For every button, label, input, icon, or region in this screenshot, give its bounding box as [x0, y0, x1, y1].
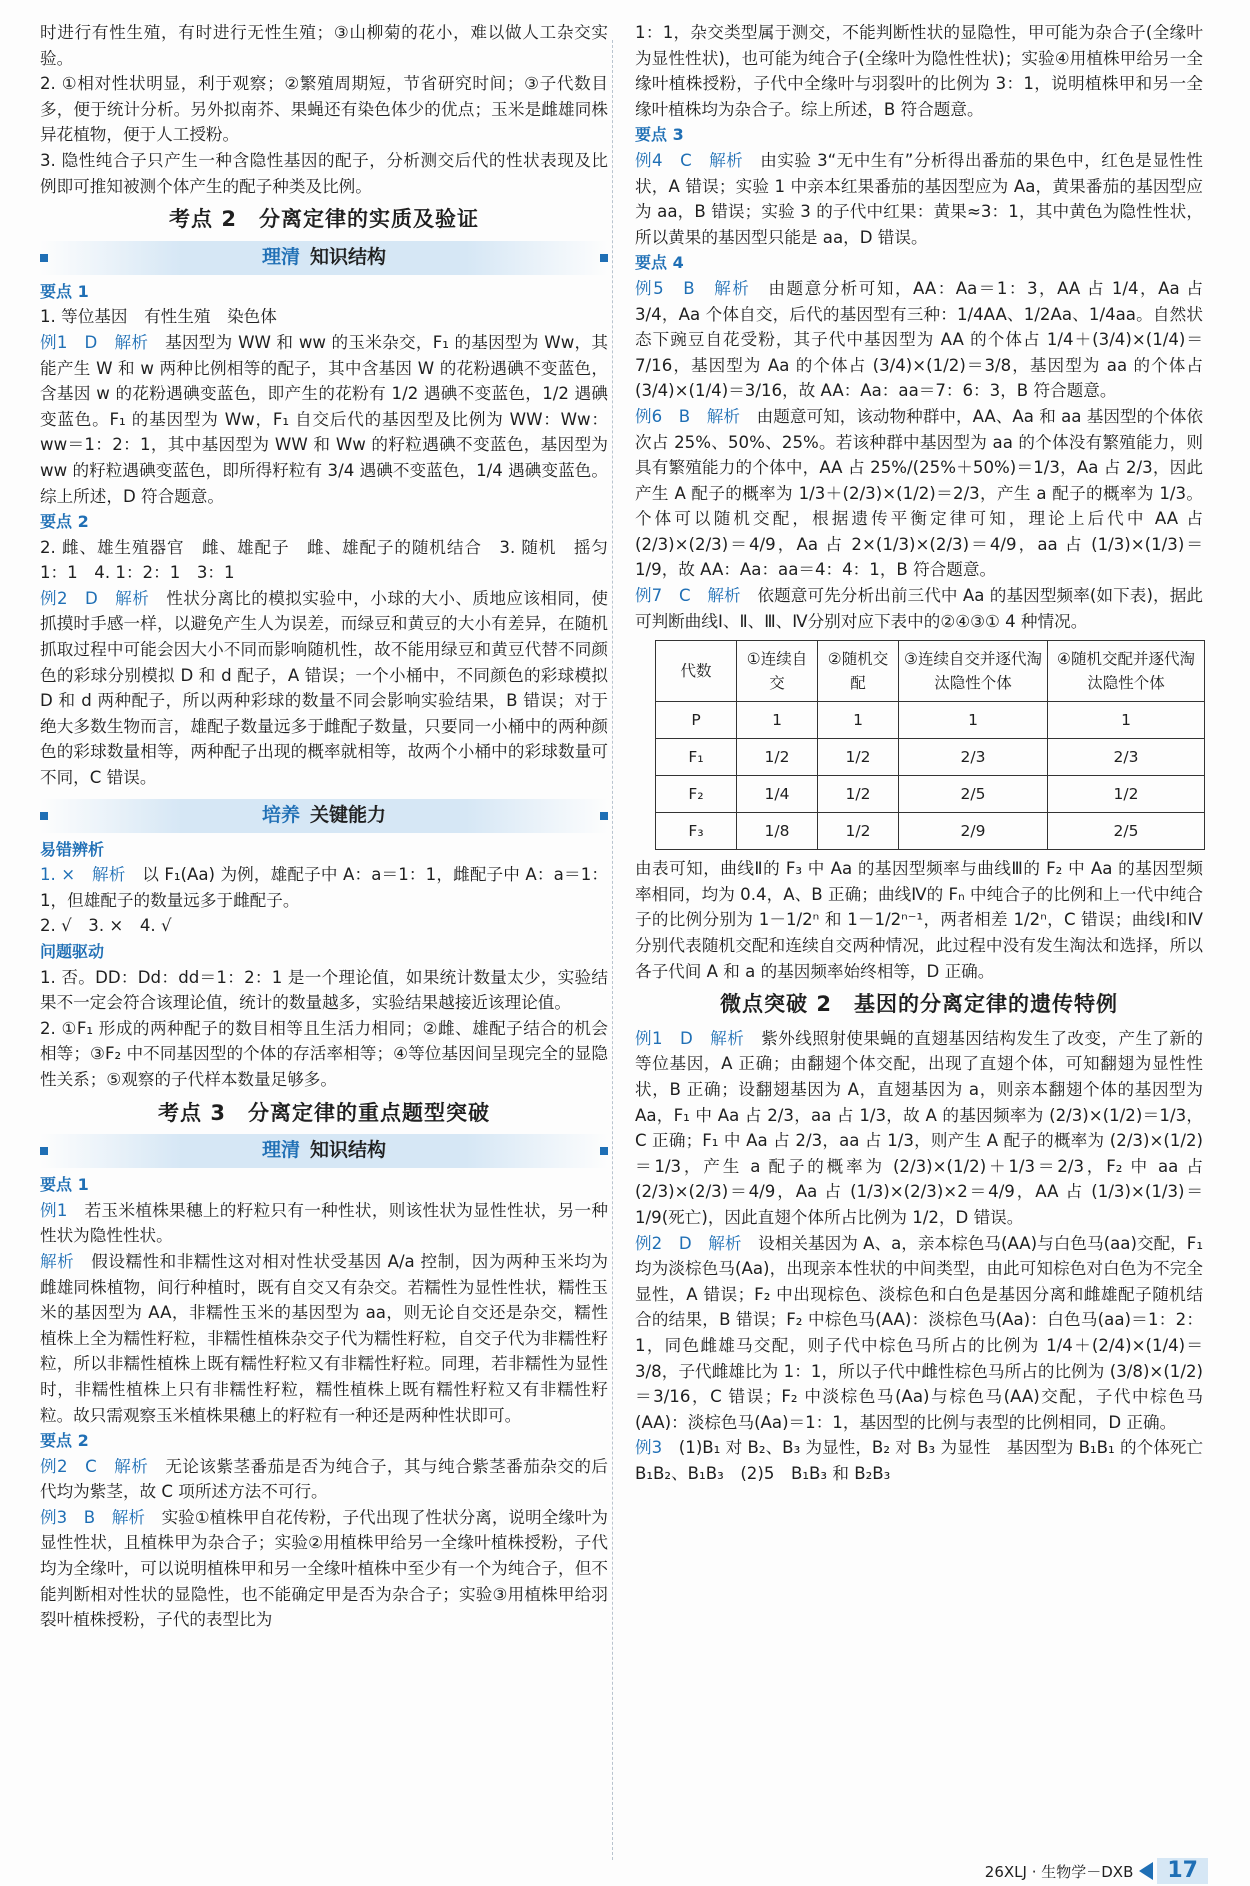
table-cell: 1 [818, 702, 899, 739]
section-title-wd2: 微点突破 2 基因的分离定律的遗传特例 [720, 992, 1118, 1017]
example-text: 实验①植株甲自花传粉，子代出现了性状分离，说明全缘叶为显性性状，且植株甲为杂合子；实验②用植株甲给另一全缘叶植株授粉，子代均为全缘叶，可以说明植株甲和另一全缘叶植株中至少有一个为纯合子，但不能判断相对性状的显隐性，也不能确定甲是否为杂合子；实验③用植株甲给羽裂叶植株授粉，子代的表型比为 [40, 1507, 609, 1630]
section-title-kd2: 考点 2 分离定律的实质及验证 [169, 207, 479, 232]
book-code: 26XLJ · 生物学－DXB [984, 1862, 1134, 1881]
question-driven-label: 问题驱动 [40, 942, 105, 961]
section-bar [40, 241, 608, 275]
paragraph: 时进行有性生殖，有时进行无性生殖；③山柳菊的花小，难以做人工杂交实验。 [40, 23, 608, 68]
example-label: 1. × 解析 [40, 865, 126, 885]
table-cell: 2/5 [1048, 813, 1205, 850]
example-paragraph [635, 1026, 1203, 1231]
right-column [635, 20, 1220, 1487]
example-text: 无论该紫茎番茄是否为纯合子，其与纯合紫茎番茄杂交的后代均为紫茎，故 C 项所述方法不可行。 [40, 1456, 608, 1502]
example-text: 基因型为 WW 和 ww 的玉米杂交，F₁ 的基因型为 Ww，其能产生 W 和 w 两种比例相等的配子，其中含基因 W 的花粉遇碘不变蓝色，含基因 w 的花粉遇碘变蓝色，即产生的花粉有 1/2 遇碘不变蓝色，1/2 遇碘变蓝色。F₁ 的基因型为 Ww，F₁ 自交后代的基因型及比例为 WW：Ww：ww＝1：2：1，其中基因型为 WW 和 Ww 的籽粒遇碘不变蓝色，基因型为 ww 的籽粒遇碘变蓝色，即所得籽粒有 3/4 遇碘不变蓝色，1/4 遇碘变蓝色。综上所述，D 符合题意。 [40, 332, 609, 506]
table-cell: 1/4 [737, 776, 818, 813]
example-text: 由题意可知，该动物种群中，AA、Aa 和 aa 基因型的个体依次占 25%、50%、25%。若该种群中基因型为 aa 的个体没有繁殖能力，则具有繁殖能力的个体中，AA 占 25%/(25%＋50%)＝1/3，Aa 占 2/3，因此产生 A 配子的概率为 1/3＋(2/3)×(1/2)＝2/3，产生 a 配子的概率为 1/3。个体可以随机交配，根据遗传平衡定律可知，理论上后代中 AA 占 (2/3)×(2/3)＝4/9，Aa 占 2×(1/3)×(2/3)＝4/9，aa 占 (1/3)×(1/3)＝1/9，故 AA：Aa：aa＝4：4：1，B 符合题意。 [635, 406, 1203, 580]
table-header-row [656, 641, 1205, 702]
paragraph: 2. 雌、雄生殖器官 雌、雄配子 雌、雄配子的随机结合 3. 随机 摇匀 1：1 4. 1：2：1 3：1 [40, 537, 625, 583]
table-header-cell: ④随机交配并逐代淘汰隐性个体 [1048, 641, 1205, 702]
example-label: 例1 D 解析 [40, 332, 149, 352]
bar-marker [40, 812, 48, 820]
table-row [656, 702, 1205, 739]
error-analysis-label: 易错辨析 [40, 839, 105, 859]
bar-marker [40, 254, 48, 262]
key-point-label: 要点 2 [40, 1431, 89, 1451]
bar-label: 关键能力 [310, 803, 387, 826]
table-header-cell: ③连续自交并逐代淘汰隐性个体 [899, 641, 1048, 702]
paragraph: 2. ①相对性状明显，利于观察；②繁殖周期短，节省研究时间；③子代数目多，便于统计分析。另外拟南芥、果蝇还有染色体少的优点；玉米是雌雄同株异花植物，便于人工授粉。 [40, 74, 608, 145]
table-header-cell: ②随机交配 [818, 641, 899, 702]
example-text: (1)B₁ 对 B₂、B₃ 为显性，B₂ 对 B₃ 为显性 基因型为 B₁B₁ 的个体死亡 B₁B₂、B₁B₃ (2)5 B₁B₃ 和 B₂B₃ [635, 1438, 1220, 1483]
key-point-label: 要点 3 [635, 125, 684, 145]
left-column [40, 20, 625, 1633]
page-footer [985, 1858, 1208, 1884]
table-row [656, 813, 1205, 850]
key-point-label: 要点 1 [40, 1175, 89, 1195]
example-label: 例3 B 解析 [40, 1507, 145, 1527]
table-cell: F₂ [656, 776, 737, 813]
table-cell: F₃ [656, 813, 737, 850]
example-text: 若玉米植株果穗上的籽粒只有一种性状，则该性状为显性性状，另一种性状为隐性性状。 [40, 1200, 609, 1246]
example-label: 例2 D 解析 [635, 1233, 742, 1253]
example-label: 例5 B 解析 [635, 278, 751, 298]
bar-label: 知识结构 [310, 1139, 387, 1162]
analysis-label: 解析 [40, 1251, 75, 1271]
example-paragraph [635, 1435, 1220, 1486]
table-cell: 2/9 [899, 813, 1048, 850]
paragraph: 1. 否。DD：Dd：dd＝1：2：1 是一个理论值，如果统计数量太少，实验结果不一定会符合该理论值，统计的数量越多，实验结果越接近该理论值。 [40, 967, 608, 1013]
genotype-frequency-table [655, 640, 1205, 850]
bar-label-blue: 培养 [261, 803, 300, 826]
example-text: 假设糯性和非糯性这对相对性状受基因 A/a 控制，因为两种玉米均为雌雄同株植物，间行种植时，既有自交又有杂交。若糯性为显性性状，糯性玉米的基因型为 AA，非糯性玉米的基因型为 aa，则无论自交还是杂交，糯性植株上全为糯性籽粒，非糯性植株杂交子代为糯性籽粒，自交子代为非糯性籽粒，所以非糯性植株上既有糯性籽粒又有非糯性籽粒。同理，若非糯性为显性时，非糯性植株上只有非糯性籽粒，糯性植株上既有糯性籽粒又有非糯性籽粒。故只需观察玉米植株果穗上的籽粒有一种还是两种性状即可。 [40, 1251, 608, 1425]
example-label: 例6 B 解析 [635, 406, 741, 426]
table-cell: 1/2 [1048, 776, 1205, 813]
example-paragraph [40, 1198, 608, 1249]
bar-label: 知识结构 [310, 245, 387, 268]
arrow-left-icon [1139, 1862, 1153, 1880]
bar-marker [40, 1147, 48, 1155]
example-label: 例3 [635, 1438, 663, 1458]
example-paragraph [40, 862, 608, 913]
bar-marker [600, 1147, 608, 1155]
example-label: 例2 C 解析 [40, 1456, 149, 1476]
example-paragraph [40, 330, 608, 509]
table-header-cell: 代数 [656, 641, 737, 702]
example-label: 例2 D 解析 [40, 588, 150, 608]
example-label: 例1 D 解析 [635, 1028, 745, 1048]
table-cell: P [656, 702, 737, 739]
table-cell: 1 [1048, 702, 1205, 739]
paragraph: 2. ①F₁ 形成的两种配子的数目相等且生活力相同；②雌、雄配子结合的机会相等；③F₂ 中不同基因型的个体的存活率相等；④等位基因间呈现完全的显隐性关系；⑤观察的子代样本数量足够多。 [40, 1018, 608, 1089]
example-text: 紫外线照射使果蝇的直翅基因结构发生了改变，产生了新的等位基因，A 正确；由翻翅个体交配，出现了直翅个体，可知翻翅为显性性状，B 正确；设翻翅基因为 A，直翅基因为 a，则亲本翻翅个体的基因型为 Aa，F₁ 中 Aa 占 2/3，aa 占 1/3，故 A 的基因频率为 (2/3)×(1/2)＝1/3，C 正确；F₁ 中 Aa 占 2/3，aa 占 1/3，则产生 A 配子的概率为 (2/3)×(1/2)＝1/3，产生 a 配子的概率为 (2/3)×(1/2)＋1/3＝2/3，F₂ 中 aa 占 (2/3)×(2/3)＝4/9，Aa 占 (1/3)×(2/3)×2＝4/9，AA 占 (1/3)×(1/3)＝1/9(死亡)，因此直翅个体所占比例为 1/2，D 错误。 [635, 1028, 1204, 1227]
example-paragraph [635, 276, 1203, 404]
example-text: 设相关基因为 A、a，亲本棕色马(AA)与白色马(aa)交配，F₁ 均为淡棕色马(Aa)，出现亲本性状的中间类型，由此可知棕色对白色为不完全显性，A 错误；F₂ 中出现棕色、淡棕色和白色是基因分离和雌雄配子随机结合的结果，B 错误；F₂ 中棕色马(AA)：淡棕色马(Aa)：白色马(aa)＝1：2：1，同色雌雄马交配，则子代中棕色马所占的比例为 1/4＋(2/4)×(1/4)＝3/8，子代雌雄比为 1：1，所以子代中雌性棕色马所占的比例为 (3/8)×(1/2)＝3/16，C 错误；F₂ 中淡棕色马(Aa)与棕色马(AA)交配，子代中棕色马(AA)：淡棕色马(Aa)＝1：1，基因型的比例与表型的比例相同，D 正确。 [635, 1233, 1203, 1432]
table-cell: 2/3 [899, 739, 1048, 776]
bar-label-blue: 理清 [261, 1139, 300, 1162]
example-text: 以 F₁(Aa) 为例，雄配子中 A：a＝1：1，雌配子中 A：a＝1：1，但雄配子的数量远多于雌配子。 [40, 865, 608, 910]
example-label: 例1 [40, 1200, 68, 1220]
example-paragraph [635, 583, 1203, 634]
example-paragraph [635, 1231, 1203, 1436]
page-number: 17 [1157, 1858, 1208, 1884]
table-cell: 1/2 [818, 813, 899, 850]
section-bar [40, 799, 608, 833]
example-label: 例7 C 解析 [635, 586, 741, 606]
table-cell: 1/2 [818, 739, 899, 776]
bar-label-blue: 理清 [261, 245, 300, 268]
paragraph: 1：1，杂交类型属于测交，不能判断性状的显隐性，甲可能为杂合子(全缘叶为显性性状)，也可能为纯合子(全缘叶为隐性性状)；实验④用植株甲给另一全缘叶植株授粉，子代中全缘叶与羽裂叶的比例为 3：1，说明植株甲和另一全缘叶植株均为杂合子。综上所述，B 符合题意。 [635, 23, 1203, 119]
section-bar [40, 1134, 608, 1168]
table-cell: 1/8 [737, 813, 818, 850]
example-paragraph [40, 1505, 608, 1633]
table-cell: 2/3 [1048, 739, 1205, 776]
key-point-label: 要点 2 [40, 512, 89, 532]
example-text: 由实验 3“无中生有”分析得出番茄的果色中，红色是显性性状，A 错误；实验 1 中亲本红果番茄的基因型应为 Aa，黄果番茄的基因型应为 aa，B 错误；实验 3 的子代中红果：黄果≈3：1，其中黄色为隐性性状，所以黄果的基因型只能是 aa，D 错误。 [635, 150, 1203, 247]
example-paragraph [40, 1454, 608, 1505]
column-divider [612, 40, 613, 1860]
bar-marker [600, 254, 608, 262]
example-text: 依题意可先分析出前三代中 Aa 的基因型频率(如下表)，据此可判断曲线Ⅰ、Ⅱ、Ⅲ、Ⅳ分别对应下表中的②④③① 4 种情况。 [635, 586, 1203, 631]
table-row [656, 776, 1205, 813]
paragraph: 由表可知，曲线Ⅱ的 F₃ 中 Aa 的基因型频率与曲线Ⅲ的 F₂ 中 Aa 的基因型频率相同，均为 0.4，A、B 正确；曲线Ⅳ的 Fₙ 中纯合子的比例和上一代中纯合子的比例分别为 1－1/2ⁿ 和 1－1/2ⁿ⁻¹，两者相差 1/2ⁿ，C 错误；曲线Ⅰ和Ⅳ分别代表随机交配和连续自交两种情况，此过程中没有发生淘汰和选择，所以各子代间 A 和 a 的基因频率始终相等，D 正确。 [635, 859, 1203, 981]
section-title-kd3: 考点 3 分离定律的重点题型突破 [158, 1100, 490, 1125]
paragraph: 2. √ 3. × 4. √ [40, 916, 172, 936]
example-paragraph [635, 404, 1203, 583]
table-cell: 2/5 [899, 776, 1048, 813]
bar-marker [600, 812, 608, 820]
table-cell: 1 [899, 702, 1048, 739]
table-row [656, 739, 1205, 776]
key-point-label: 要点 1 [40, 281, 89, 301]
key-point-label: 要点 4 [635, 253, 684, 273]
paragraph: 3. 隐性纯合子只产生一种含隐性基因的配子，分析测交后代的性状表现及比例即可推知被测个体产生的配子种类及比例。 [40, 150, 608, 196]
table-cell: 1 [737, 702, 818, 739]
example-paragraph [40, 1249, 608, 1428]
example-text: 性状分离比的模拟实验中，小球的大小、质地应该相同，使抓摸时手感一样，以避免产生人为误差，而绿豆和黄豆的大小有差异，在随机抓取过程中可能会因大小不同而影响随机性，故不能用绿豆和黄豆代替不同颜色的彩球分别模拟 D 和 d 配子，A 错误；一个小桶中，不同颜色的彩球模拟 D 和 d 两种配子，所以两种彩球的数量不同会影响实验结果，B 错误；对于绝大多数生物而言，雄配子数量远多于雌配子数量，只要同一小桶中的两种颜色的彩球数量相等，两种配子出现的概率就相等，故两个小桶中的彩球数量可不同，C 错误。 [40, 588, 609, 788]
table-cell: 1/2 [737, 739, 818, 776]
example-paragraph [635, 148, 1203, 250]
example-text: 由题意分析可知，AA：Aa＝1：3，AA 占 1/4，Aa 占 3/4，Aa 个体自交，后代的基因型有三种：1/4AA、1/2Aa、1/4aa。自然状态下豌豆自花受粉，其子代中基因型为 AA 的个体占 1/4＋(3/4)×(1/4)＝7/16，基因型为 Aa 的个体占 (3/4)×(1/2)＝3/8，基因型为 aa 的个体占 (3/4)×(1/4)＝3/16，故 AA：Aa：aa＝7：6：3，B 符合题意。 [635, 278, 1204, 401]
example-label: 例4 C 解析 [635, 150, 744, 170]
table-cell: F₁ [656, 739, 737, 776]
table-cell: 1/2 [818, 776, 899, 813]
example-paragraph [40, 586, 608, 791]
table-header-cell: ①连续自交 [737, 641, 818, 702]
paragraph: 1. 等位基因 有性生殖 染色体 [40, 307, 277, 327]
